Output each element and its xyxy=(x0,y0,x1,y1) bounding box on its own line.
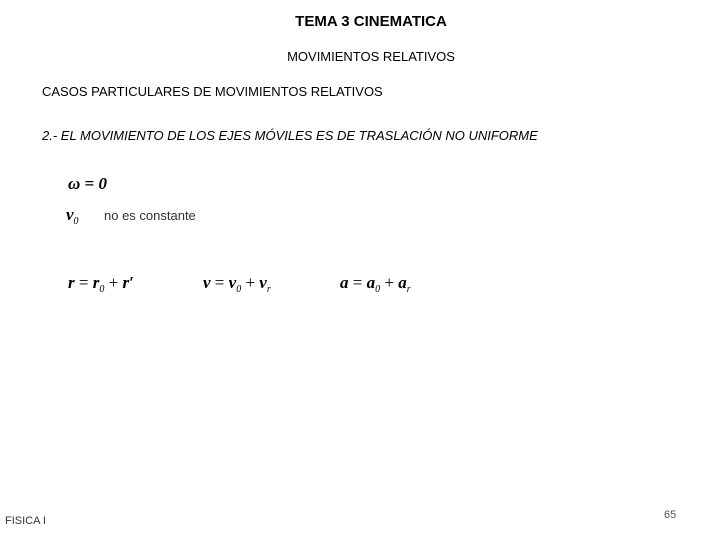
footer-course-label: FISICA I xyxy=(5,515,46,527)
slide-subtitle: MOVIMIENTOS RELATIVOS xyxy=(287,49,455,64)
omega-condition xyxy=(68,174,107,194)
v0-note: no es constante xyxy=(104,208,196,223)
omega-value: = 0 xyxy=(80,174,107,193)
position-equation: $r = r_0 + r'$ xyxy=(68,273,134,295)
case-title: 2.- EL MOVIMIENTO DE LOS EJES MÓVILES ES DE TRASLACIÓN NO UNIFORME xyxy=(42,128,538,143)
section-heading: CASOS PARTICULARES DE MOVIMIENTOS RELATIVOS xyxy=(42,84,383,99)
velocity-equation: $v = v_0 + v_r$ xyxy=(203,273,271,295)
omega-symbol: ω xyxy=(68,174,81,193)
slide-title: TEMA 3 CINEMATICA xyxy=(295,13,447,30)
v0-symbol: $v_0$ xyxy=(66,205,79,227)
acceleration-equation: $a = a_0 + a_r$ xyxy=(340,273,411,295)
page-number: 65 xyxy=(664,509,677,521)
